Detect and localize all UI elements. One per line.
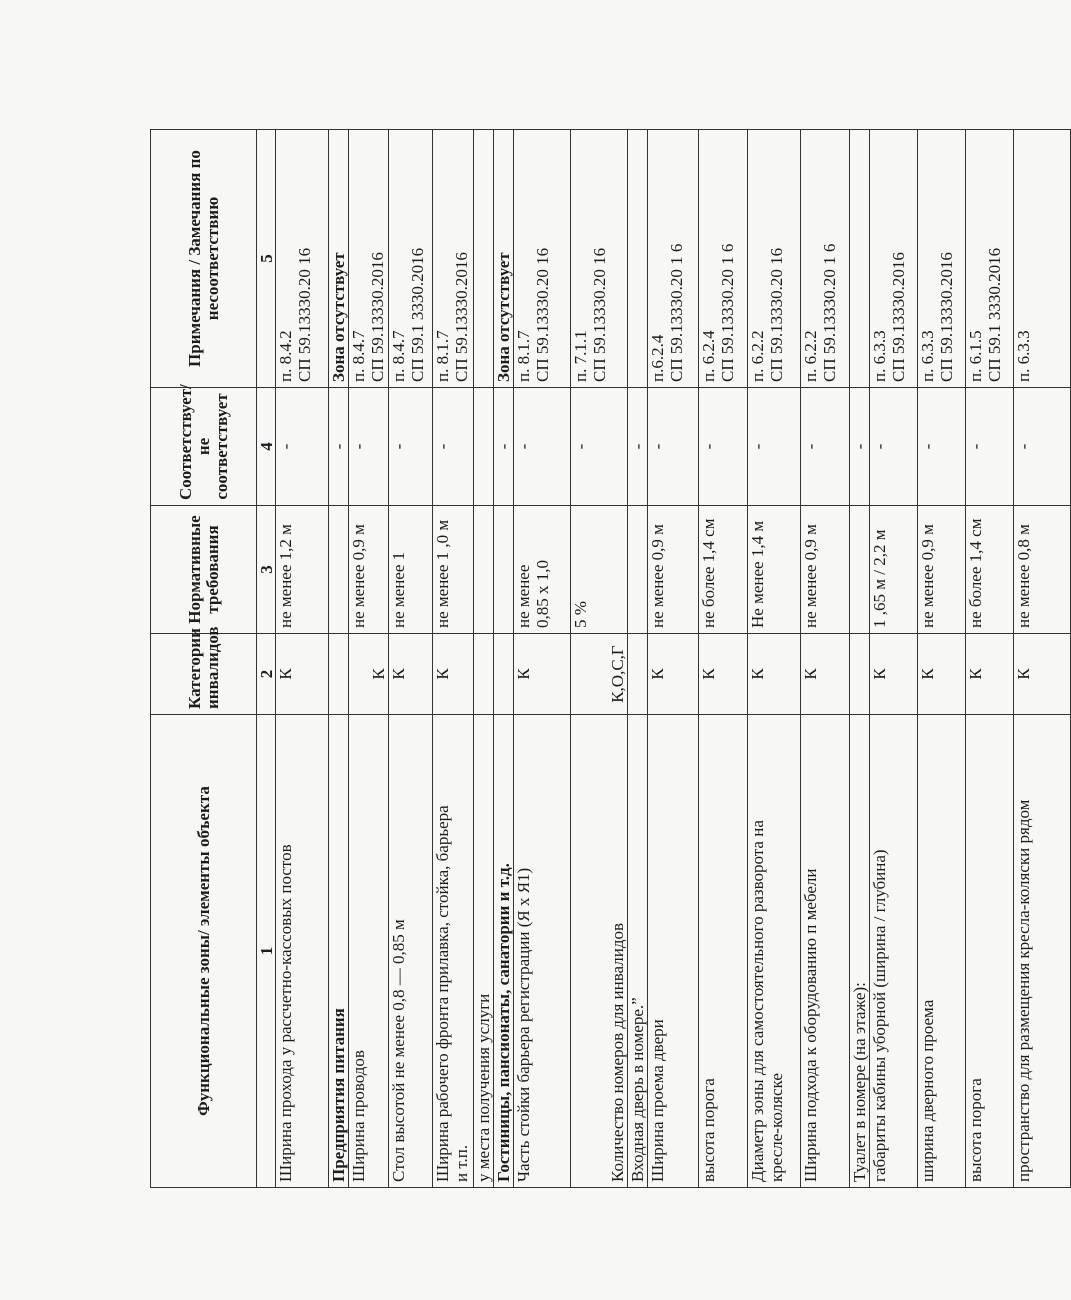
requirement-line1: не менее — [514, 564, 533, 628]
compliance-cell: - — [349, 388, 389, 506]
compliance-cell: - — [801, 388, 850, 506]
column-number-1: 1 — [257, 715, 276, 1188]
compliance-cell — [474, 388, 494, 506]
rotated-table-wrapper — [150, 130, 1033, 1188]
table-row — [389, 130, 433, 1188]
note-standard: СП 59.13330.2016 — [368, 252, 387, 382]
compliance-cell: - — [329, 388, 349, 506]
zone-cell — [748, 715, 801, 1188]
note-cell — [389, 130, 433, 388]
note-standard: СП 59.13330.20 1 6 — [718, 243, 737, 382]
note-cell: п. 6.3.3 — [1014, 130, 1071, 388]
compliance-cell: - — [628, 388, 648, 506]
note-cell — [514, 130, 571, 388]
zone-cell: высота порога — [966, 715, 1014, 1188]
zone-line1: Ширина рабочего фронта прилавка, стойка, барьера — [433, 805, 452, 1182]
note-clause: п. 8.4.7 — [349, 330, 368, 382]
note-cell — [748, 130, 801, 388]
table-row — [329, 130, 349, 1188]
note-clause: п. 6.1.5 — [966, 330, 985, 382]
category-cell: К — [648, 634, 699, 715]
note-standard: СП 59.13330.20 16 — [767, 247, 786, 382]
zone-cell: Ширина проема двери — [648, 715, 699, 1188]
note-standard: СП 59.1 3330.2016 — [985, 247, 1004, 382]
table-row — [571, 130, 628, 1188]
compliance-cell: - — [870, 388, 918, 506]
compliance-cell: - — [699, 388, 748, 506]
note-cell — [648, 130, 699, 388]
note-clause: п. 6.2.4 — [699, 330, 718, 382]
requirement-cell: не менее 0,9 м — [648, 506, 699, 634]
zone-cell: Туалет в номере (на этаже): — [850, 715, 870, 1188]
category-cell: К,О,С,Г — [571, 634, 628, 715]
note-cell — [918, 130, 966, 388]
table-row — [349, 130, 389, 1188]
requirement-line2: 0,85 х 1,0 — [533, 560, 552, 628]
note-clause: п. 6.3.3 — [918, 330, 937, 382]
zone-cell: у места получения услуги — [474, 715, 494, 1188]
compliance-cell: - — [1014, 388, 1071, 506]
table-row — [494, 130, 514, 1188]
note-cell — [966, 130, 1014, 388]
note-clause: п. 6.3.3 — [870, 330, 889, 382]
compliance-cell: - — [571, 388, 628, 506]
column-number-5: 5 — [257, 130, 276, 388]
note-standard: СП 59.13330.20 1 6 — [820, 243, 839, 382]
note-cell — [628, 130, 648, 388]
note-cell — [801, 130, 850, 388]
zone-cell: Входная дверь в номере.” — [628, 715, 648, 1188]
table-row — [648, 130, 699, 1188]
category-cell: К — [748, 634, 801, 715]
category-cell — [850, 634, 870, 715]
note-clause: п. 8.4.7 — [389, 330, 408, 382]
requirement-cell: не менее 0,8 м — [1014, 506, 1071, 634]
note-cell: Зона отсутствует — [494, 130, 514, 388]
note-standard: СП 59.13330.20 16 — [295, 247, 314, 382]
note-cell — [870, 130, 918, 388]
column-number-row — [257, 130, 276, 1188]
category-cell: К — [389, 634, 433, 715]
column-number-4: 4 — [257, 388, 276, 506]
header-zones: Функциональные зоны/ элементы объекта — [151, 715, 257, 1188]
compliance-cell: - — [850, 388, 870, 506]
note-clause: п.6.2.4 — [648, 334, 667, 382]
requirement-cell — [474, 506, 494, 634]
requirement-cell: не более 1,4 см — [699, 506, 748, 634]
note-cell — [571, 130, 628, 388]
compliance-cell: - — [389, 388, 433, 506]
requirement-cell — [514, 506, 571, 634]
header-requirements: Нормативные требования — [151, 506, 257, 634]
compliance-cell: - — [918, 388, 966, 506]
requirement-cell: 5 % — [571, 506, 628, 634]
category-cell — [474, 634, 494, 715]
note-standard: СП 59.13330.2016 — [452, 252, 471, 382]
requirement-cell — [494, 506, 514, 634]
column-number-2: 2 — [257, 634, 276, 715]
zone-cell: Количество номеров для инвалидов — [571, 715, 628, 1188]
header-compliance — [151, 384, 257, 506]
category-cell: К — [433, 634, 474, 715]
compliance-cell: - — [748, 388, 801, 506]
category-cell — [628, 634, 648, 715]
requirement-cell — [850, 506, 870, 634]
category-cell: К — [966, 634, 1014, 715]
note-clause: п. 8.1.7 — [514, 330, 533, 382]
requirement-cell: 1 ,65 м / 2,2 м — [870, 506, 918, 634]
compliance-cell: - — [648, 388, 699, 506]
note-standard: СП 59.13330.2016 — [937, 252, 956, 382]
table-row — [850, 130, 870, 1188]
zone-cell: Часть стойки барьера регистрации (Я х Я1) — [514, 715, 571, 1188]
compliance-cell: - — [494, 388, 514, 506]
note-standard: СП 59.13330.20 16 — [590, 247, 609, 382]
accessibility-requirements-table — [150, 129, 1071, 1188]
table-row — [433, 130, 474, 1188]
header-notes — [151, 130, 257, 388]
header-row — [151, 130, 257, 1188]
category-cell — [329, 634, 349, 715]
category-cell: К — [1014, 634, 1071, 715]
note-clause: п. 7.1.1 — [571, 330, 590, 382]
zone-cell: Ширина подхода к оборудованию п мебели — [801, 715, 850, 1188]
note-standard: СП 59.13330.20 1 6 — [667, 243, 686, 382]
zone-cell: Ширина проводов — [349, 715, 389, 1188]
compliance-cell: - — [433, 388, 474, 506]
requirement-cell — [329, 506, 349, 634]
category-cell: К — [870, 634, 918, 715]
zone-cell: габариты кабины уборной (ширина / глубина) — [870, 715, 918, 1188]
note-cell — [349, 130, 389, 388]
zone-line2: кресле-коляске — [767, 1073, 786, 1182]
table-row — [801, 130, 850, 1188]
note-standard: СП 59.13330.20 16 — [533, 247, 552, 382]
table-row — [870, 130, 918, 1188]
zone-cell: высота порога — [699, 715, 748, 1188]
zone-cell — [433, 715, 474, 1188]
table-row — [514, 130, 571, 1188]
requirement-cell: не менее 0,9 м — [349, 506, 389, 634]
requirement-cell: не менее 0,9 м — [801, 506, 850, 634]
table-row — [1014, 130, 1071, 1188]
requirement-cell: не менее 1 ,0 м — [433, 506, 474, 634]
section-title-hotels: Гостиницы, пансионаты, санатории и т.д. — [494, 715, 514, 1188]
header-categories: Категории инвалидов — [151, 634, 257, 715]
note-cell: Зона отсутствует — [329, 130, 349, 388]
header-notes-line1: Примечания / Замечания по — [184, 150, 204, 367]
table-row — [748, 130, 801, 1188]
category-cell: К — [349, 634, 389, 715]
note-cell — [474, 130, 494, 388]
section-title-food: Предприятия питания — [329, 715, 349, 1188]
note-standard: СП 59.1 3330.2016 — [408, 247, 427, 382]
note-cell — [699, 130, 748, 388]
category-cell: К — [514, 634, 571, 715]
category-cell: К — [918, 634, 966, 715]
compliance-cell: - — [514, 388, 571, 506]
category-cell: К — [276, 634, 329, 715]
table-row — [918, 130, 966, 1188]
requirement-cell: не менее 1,2 м — [276, 506, 329, 634]
note-clause: п. 6.2.2 — [801, 330, 820, 382]
note-clause: п. 6.2.2 — [748, 330, 767, 382]
requirement-cell: Не менее 1,4 м — [748, 506, 801, 634]
zone-cell: Ширина прохода у рассчетно-кассовых постов — [276, 715, 329, 1188]
table-row — [474, 130, 494, 1188]
compliance-cell: - — [966, 388, 1014, 506]
zone-line2: и т.п. — [452, 1144, 471, 1182]
table-row — [628, 130, 648, 1188]
table-row — [276, 130, 329, 1188]
note-standard: СП 59.13330.2016 — [889, 252, 908, 382]
note-cell — [433, 130, 474, 388]
zone-cell: Стол высотой не менее 0,8 — 0,85 м — [389, 715, 433, 1188]
table-row — [966, 130, 1014, 1188]
category-cell — [494, 634, 514, 715]
requirement-cell: не менее 1 — [389, 506, 433, 634]
requirement-cell: не менее 0,9 м — [918, 506, 966, 634]
header-compliance-line2: не — [193, 437, 213, 456]
column-number-3: 3 — [257, 506, 276, 634]
note-cell — [850, 130, 870, 388]
header-compliance-line3: соответствует — [211, 393, 231, 500]
requirement-cell: не более 1,4 см — [966, 506, 1014, 634]
note-clause: п. 8.4.2 — [276, 330, 295, 382]
note-cell — [276, 130, 329, 388]
header-compliance-line1: Соответствует/ — [175, 384, 195, 500]
zone-line1: Диаметр зоны для самостоятельного разворота на — [748, 820, 767, 1182]
zone-cell: пространство для размещения кресла-коляски рядом — [1014, 715, 1071, 1188]
category-cell: К — [801, 634, 850, 715]
header-notes-line2: несоответствию — [202, 196, 222, 321]
requirement-cell — [628, 506, 648, 634]
compliance-cell: - — [276, 388, 329, 506]
category-cell: К — [699, 634, 748, 715]
note-clause: п. 8.1.7 — [433, 330, 452, 382]
table-row — [699, 130, 748, 1188]
zone-cell: ширина дверного проема — [918, 715, 966, 1188]
